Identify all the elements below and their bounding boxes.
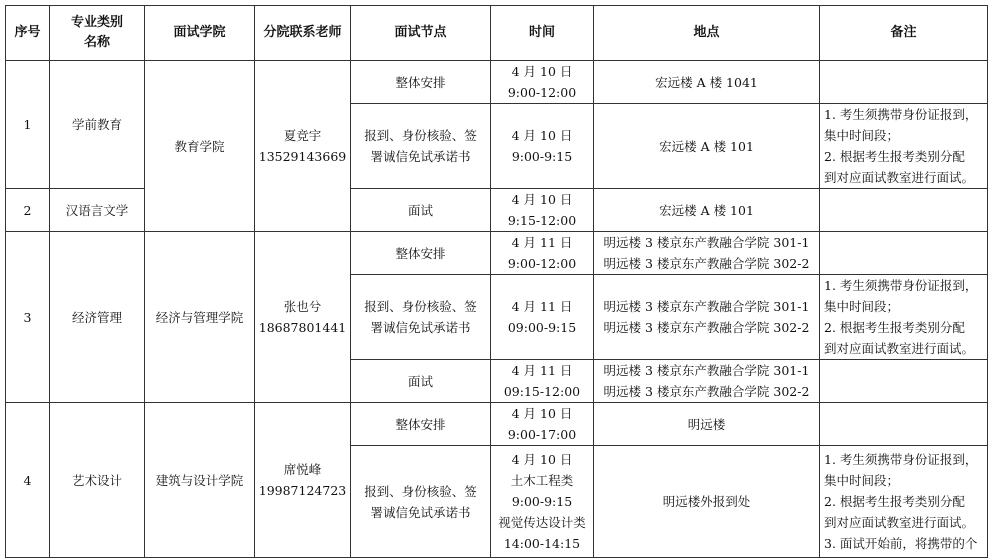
time-cell bbox=[491, 232, 594, 275]
node-line: 报到、身份核验、签 bbox=[364, 483, 477, 499]
teacher-cell bbox=[255, 232, 351, 403]
time-cell bbox=[491, 446, 594, 558]
place-cell: 宏远楼 A 楼 101 bbox=[594, 104, 820, 189]
note-cell bbox=[820, 189, 988, 232]
note-line: 1. 考生须携带身份证报到， bbox=[824, 278, 978, 293]
node-cell: 面试 bbox=[351, 189, 491, 232]
major-cell: 学前教育 bbox=[50, 61, 145, 189]
note-line: 集中时间段； bbox=[824, 473, 900, 488]
place-line: 明远楼 3 楼京东产教融合学院 302-2 bbox=[603, 256, 810, 271]
place-cell: 明远楼外报到处 bbox=[594, 446, 820, 558]
header-major: 专业类别 名称 bbox=[50, 6, 145, 61]
interview-schedule-table bbox=[5, 5, 988, 558]
note-line: 1. 考生须携带身份证报到， bbox=[824, 452, 978, 467]
note-cell bbox=[820, 104, 988, 189]
college-cell: 经济与管理学院 bbox=[145, 232, 255, 403]
time-line: 9:00-9:15 bbox=[511, 149, 573, 164]
node-cell: 面试 bbox=[351, 360, 491, 403]
note-cell bbox=[820, 403, 988, 446]
node-cell: 整体安排 bbox=[351, 403, 491, 446]
note-cell bbox=[820, 360, 988, 403]
teacher-phone: 13529143669 bbox=[258, 149, 347, 164]
time-line: 9:00-12:00 bbox=[507, 85, 577, 100]
place-cell: 宏远楼 A 楼 1041 bbox=[594, 61, 820, 104]
place-line: 明远楼 3 楼京东产教融合学院 302-2 bbox=[603, 320, 810, 335]
note-cell bbox=[820, 61, 988, 104]
header-teacher: 分院联系老师 bbox=[255, 6, 351, 61]
table-row bbox=[6, 61, 988, 104]
note-line: 2. 根据考生报考类别分配 bbox=[824, 320, 965, 335]
note-cell bbox=[820, 446, 988, 558]
time-line: 09:15-12:00 bbox=[503, 384, 581, 399]
time-cell bbox=[491, 360, 594, 403]
note-line: 集中时间段； bbox=[824, 128, 900, 143]
teacher-cell bbox=[255, 403, 351, 558]
header-seq: 序号 bbox=[6, 6, 50, 61]
header-row bbox=[6, 6, 988, 61]
teacher-phone: 19987124723 bbox=[258, 483, 347, 498]
header-time: 时间 bbox=[491, 6, 594, 61]
teacher-name: 夏竞宇 bbox=[283, 128, 322, 143]
node-line: 报到、身份核验、签 bbox=[364, 299, 477, 314]
place-cell: 明远楼 bbox=[594, 403, 820, 446]
place-cell bbox=[594, 275, 820, 360]
time-cell bbox=[491, 275, 594, 360]
college-cell: 建筑与设计学院 bbox=[145, 403, 255, 558]
time-cell bbox=[491, 403, 594, 446]
node-line: 署诚信免试承诺书 bbox=[370, 320, 471, 335]
node-cell: 整体安排 bbox=[351, 232, 491, 275]
node-cell bbox=[351, 446, 491, 558]
place-cell: 宏远楼 A 楼 101 bbox=[594, 189, 820, 232]
place-cell bbox=[594, 360, 820, 403]
major-cell: 艺术设计 bbox=[50, 403, 145, 558]
seq-cell: 1 bbox=[6, 61, 50, 189]
place-cell bbox=[594, 232, 820, 275]
node-line: 报到、身份核验、签 bbox=[364, 128, 477, 143]
place-line: 明远楼 3 楼京东产教融合学院 301-1 bbox=[603, 299, 810, 314]
node-cell bbox=[351, 104, 491, 189]
note-line: 1. 考生须携带身份证报到， bbox=[824, 107, 978, 122]
seq-cell: 4 bbox=[6, 403, 50, 558]
time-cell bbox=[491, 189, 594, 232]
college-cell: 教育学院 bbox=[145, 61, 255, 232]
header-node: 面试节点 bbox=[351, 6, 491, 61]
note-line: 2. 根据考生报考类别分配 bbox=[824, 149, 965, 164]
time-cell bbox=[491, 61, 594, 104]
time-line: 09:00-9:15 bbox=[507, 320, 577, 335]
seq-cell: 2 bbox=[6, 189, 50, 232]
major-cell: 经济管理 bbox=[50, 232, 145, 403]
time-cell bbox=[491, 104, 594, 189]
note-line: 到对应面试教室进行面试。 bbox=[824, 341, 975, 356]
time-line: 视觉传达设计类 bbox=[498, 515, 586, 530]
node-cell bbox=[351, 275, 491, 360]
time-line: 4 月 10 日 bbox=[511, 64, 573, 79]
time-line: 4 月 10 日 bbox=[511, 128, 573, 143]
time-line: 14:00-14:15 bbox=[503, 536, 581, 551]
note-line: 2. 根据考生报考类别分配 bbox=[824, 494, 965, 509]
time-line: 4 月 11 日 bbox=[511, 363, 573, 378]
header-note: 备注 bbox=[820, 6, 988, 61]
teacher-name: 席悦峰 bbox=[283, 462, 322, 477]
place-line: 明远楼 3 楼京东产教融合学院 302-2 bbox=[603, 384, 810, 399]
note-line: 3. 面试开始前，将携带的个 bbox=[824, 536, 978, 551]
header-college: 面试学院 bbox=[145, 6, 255, 61]
teacher-cell bbox=[255, 61, 351, 232]
time-line: 9:00-17:00 bbox=[507, 427, 577, 442]
time-line: 4 月 10 日 bbox=[511, 406, 573, 421]
time-line: 9:00-12:00 bbox=[507, 256, 577, 271]
note-cell bbox=[820, 232, 988, 275]
node-line: 署诚信免试承诺书 bbox=[370, 504, 471, 520]
note-cell bbox=[820, 275, 988, 360]
time-line: 4 月 11 日 bbox=[511, 235, 573, 250]
time-line: 9:15-12:00 bbox=[507, 213, 577, 228]
table-row bbox=[6, 403, 988, 446]
teacher-phone: 18687801441 bbox=[258, 320, 347, 335]
time-line: 土木工程类 bbox=[510, 473, 574, 488]
time-line: 4 月 10 日 bbox=[511, 452, 573, 467]
note-line: 到对应面试教室进行面试。 bbox=[824, 170, 975, 185]
table-row bbox=[6, 232, 988, 275]
place-line: 明远楼 3 楼京东产教融合学院 301-1 bbox=[603, 363, 810, 378]
note-line: 到对应面试教室进行面试。 bbox=[824, 515, 975, 530]
header-place: 地点 bbox=[594, 6, 820, 61]
teacher-name: 张也兮 bbox=[283, 299, 322, 314]
time-line: 9:00-9:15 bbox=[511, 494, 573, 509]
node-line: 署诚信免试承诺书 bbox=[370, 149, 471, 164]
time-line: 4 月 10 日 bbox=[511, 192, 573, 207]
place-line: 明远楼 3 楼京东产教融合学院 301-1 bbox=[603, 235, 810, 250]
seq-cell: 3 bbox=[6, 232, 50, 403]
note-line: 集中时间段； bbox=[824, 299, 900, 314]
time-line: 4 月 11 日 bbox=[511, 299, 573, 314]
node-cell: 整体安排 bbox=[351, 61, 491, 104]
major-cell: 汉语言文学 bbox=[50, 189, 145, 232]
